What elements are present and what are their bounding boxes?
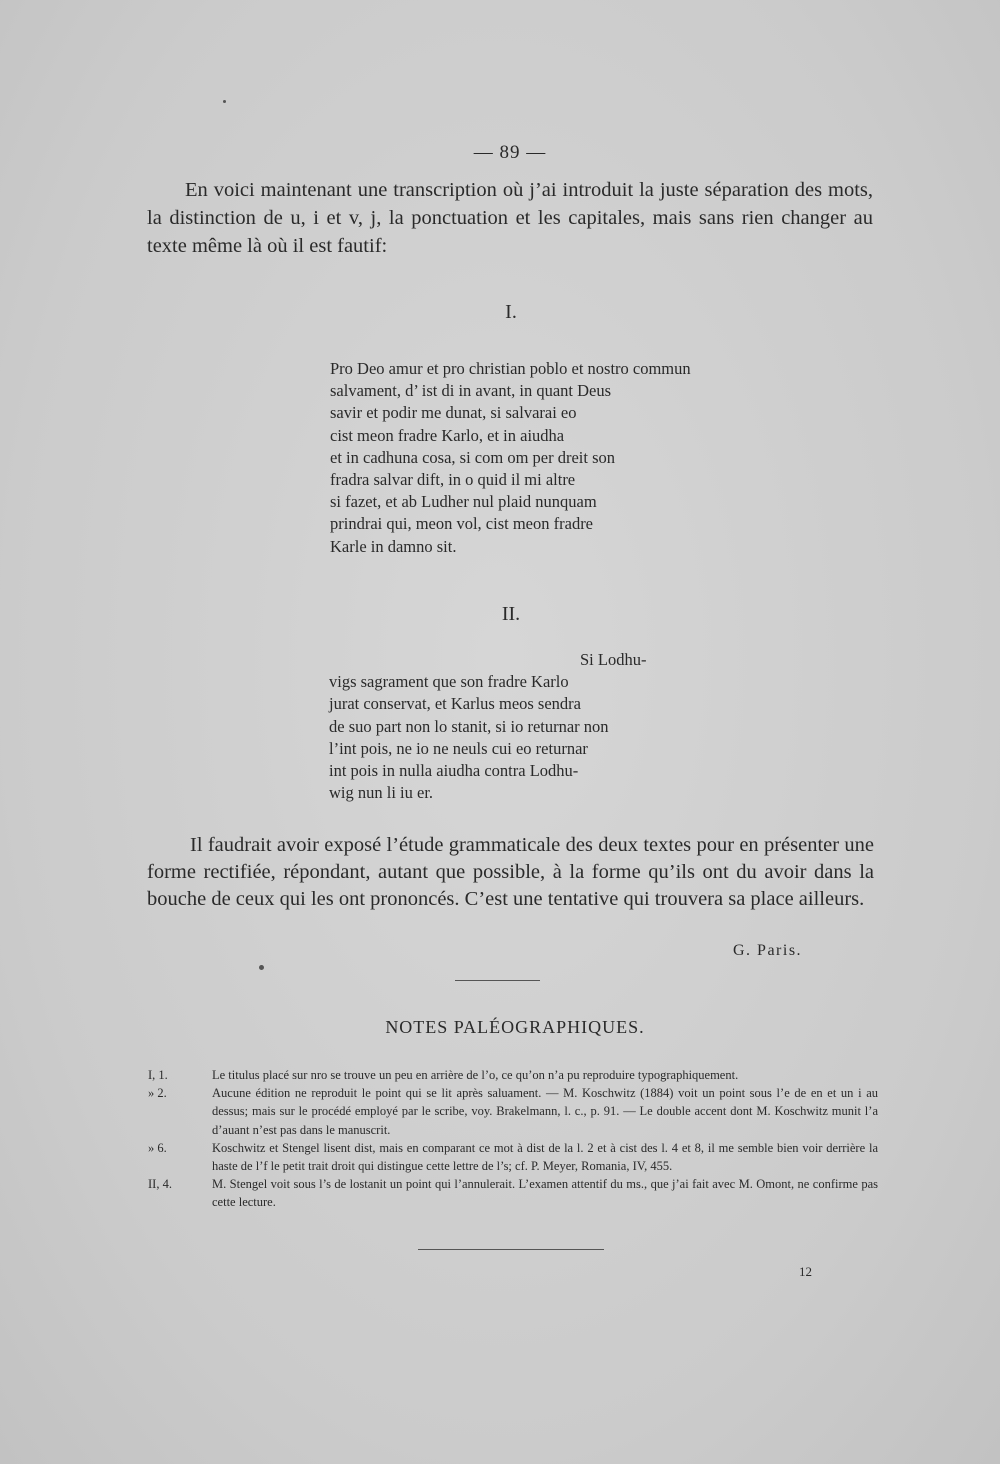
section-divider <box>455 980 540 981</box>
notes-list <box>148 1066 878 1212</box>
note-reference: II, 4. <box>148 1177 172 1192</box>
verse-line: cist meon fradre Karlo, et in aiudha <box>330 425 565 445</box>
notes-title: NOTES PALÉOGRAPHIQUES. <box>385 1017 645 1037</box>
ink-speck <box>223 100 226 103</box>
sheet-number: 12 <box>799 1264 812 1279</box>
verse-line: vigs sagrament que son fradre Karlo <box>329 672 569 692</box>
verse-line: salvament, d’ ist di in avant, in quant Deus <box>330 381 612 401</box>
closing-paragraph <box>147 832 874 913</box>
ink-speck <box>259 965 264 970</box>
closing-text: Il faudrait avoir exposé l’étude grammaticale des deux textes pour en présenter une forme rectifiée, répondant, autant que possible, à la forme qu’ils ont du avoir dans la bouche de ceux qui les ont prononcés. C’est une tentative qui trouvera sa place ailleurs. <box>147 834 874 910</box>
verse-line: Pro Deo amur et pro christian poblo et nostro commun <box>330 359 691 378</box>
verse-line: et in cadhuna cosa, si com om per dreit son <box>330 447 616 467</box>
note-text: M. Stengel voit sous l’s de lostanit un point qui l’annulerait. L’examen attentif du ms., que j’ai fait avec M. Omont, ne confirme pas cette lecture. <box>212 1177 878 1210</box>
verse-line: wig nun li iu er. <box>329 783 434 803</box>
intro-paragraph <box>147 176 873 260</box>
verse-line: Karle in damno sit. <box>330 536 457 556</box>
note-reference: I, 1. <box>148 1068 168 1082</box>
intro-text: En voici maintenant une transcription où j’ai introduit la juste séparation des mots, la distinction de u, i et v, j, la ponctuation et les capitales, mais sans rien changer au texte même là où il est fautif: <box>147 179 873 257</box>
note-text: Koschwitz et Stengel lisent dist, mais en comparant ce mot à dist de la l. 2 et à cist des l. 4 et 8, il me semble bien voir derrière la haste de l’f le petit trait droit qui distingue cette lettre de l’s; cf. P. Meyer, Romania, IV, 455. <box>212 1140 878 1174</box>
oath-text-1 <box>330 358 691 558</box>
verse-line: jurat conservat, et Karlus meos sendra <box>329 694 581 714</box>
verse-line: fradra salvar dift, in o quid il mi altre <box>330 469 576 489</box>
verse-line: si fazet, et ab Ludher nul plaid nunquam <box>330 492 597 512</box>
note-item <box>148 1084 878 1139</box>
note-item <box>148 1175 878 1211</box>
section-heading-2: II. <box>501 603 521 625</box>
note-reference: » 2. <box>148 1086 167 1101</box>
note-text: Aucune édition ne reproduit le point qui se lit après saluament. — M. Koschwitz (1884) voit un point sous l’e de en et un i au dessus; mais sur le procédé employé par le scribe, voy. Brakelmann, l. c., p. 91. — Le double accent dont M. Koschwitz munit l’a d’auant n’est pas dans le manuscrit. <box>212 1086 878 1137</box>
note-reference: » 6. <box>148 1140 167 1155</box>
verse-line: l’int pois, ne io ne neuls cui eo returnar <box>329 738 588 758</box>
footer-divider <box>418 1249 604 1250</box>
note-text: Le titulus placé sur nro se trouve un peu en arrière de l’o, ce qu’on n’a pu reproduire typographiquement. <box>212 1068 739 1082</box>
note-item <box>148 1139 878 1175</box>
verse-line: savir et podir me dunat, si salvarai eo <box>330 403 577 423</box>
verse-line: int pois in nulla aiudha contra Lodhu- <box>329 760 579 780</box>
verse-line: Si Lodhu- <box>580 650 647 669</box>
author-signature: G. Paris. <box>733 942 803 959</box>
page-number: — 89 — <box>473 142 547 163</box>
oath-text-2 <box>329 649 646 804</box>
verse-line: de suo part non lo stanit, si io returnar non <box>329 716 609 736</box>
note-item <box>148 1066 878 1084</box>
section-heading-1: I. <box>505 301 517 323</box>
verse-line: prindrai qui, meon vol, cist meon fradre <box>330 514 594 534</box>
